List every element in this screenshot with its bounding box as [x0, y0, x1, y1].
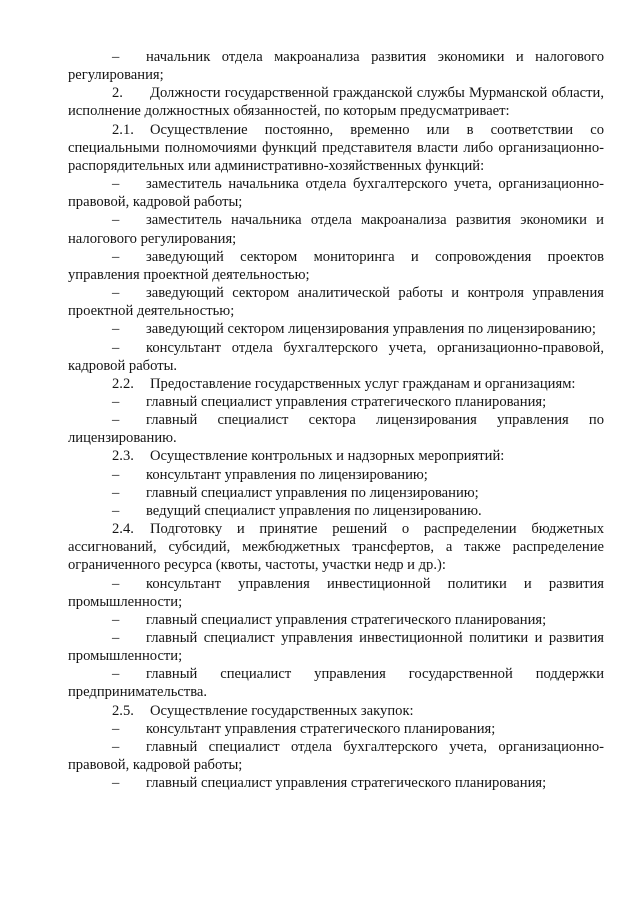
list-item-text: заведующий сектором лицензирования управления по лицензированию;	[146, 321, 596, 338]
numbered-paragraph	[68, 447, 604, 465]
list-item	[68, 502, 604, 520]
dash-marker: –	[112, 630, 120, 646]
dash-marker: –	[112, 502, 120, 519]
list-item-text: главный специалист управления инвестиционной политики и развития промышленности;	[68, 630, 604, 665]
list-item-text: заместитель начальника отдела макроанализа развития экономики и налогового регулирования;	[68, 212, 604, 247]
list-item-text: заведующий сектором мониторинга и сопровождения проектов управления проектной деятельностью;	[68, 248, 604, 283]
numbered-paragraph	[68, 520, 604, 574]
list-item	[68, 211, 604, 247]
numbered-paragraph	[68, 702, 604, 720]
dash-marker: –	[112, 738, 120, 755]
list-item-text: заместитель начальника отдела бухгалтерского учета, организационно-правовой, кадровой работы;	[68, 176, 604, 211]
list-item	[68, 48, 604, 84]
list-item	[68, 665, 604, 701]
numbered-paragraph	[68, 375, 604, 393]
list-item-text: ведущий специалист управления по лицензированию.	[146, 502, 482, 519]
dash-marker: –	[112, 393, 120, 410]
dash-marker: –	[112, 720, 120, 737]
dash-marker: –	[112, 484, 120, 501]
list-item-text: консультант управления по лицензированию;	[146, 466, 428, 483]
dash-marker: –	[112, 611, 120, 628]
dash-marker: –	[112, 176, 120, 193]
numbered-paragraph	[68, 84, 604, 120]
list-item	[68, 575, 604, 611]
list-item-text: главный специалист отдела бухгалтерского учета, организационно-правовой, кадровой работы;	[68, 738, 604, 774]
list-item-text: главный специалист управления стратегического планирования;	[146, 775, 547, 792]
list-item-text: главный специалист сектора лицензирования управления по лицензированию.	[68, 412, 604, 447]
list-item	[68, 738, 604, 774]
dash-marker: –	[112, 285, 120, 302]
numbered-paragraph	[68, 121, 604, 175]
list-item-text: главный специалист управления по лицензированию;	[146, 484, 479, 501]
dash-marker: –	[112, 248, 120, 265]
list-item	[68, 339, 604, 375]
list-item-text: заведующий сектором аналитической работы и контроля управления проектной деятельностью;	[68, 285, 604, 320]
paragraph-number: 2.5.	[112, 702, 134, 719]
list-item-text: главный специалист управления стратегического планирования;	[146, 393, 547, 410]
paragraph-number: 2.4.	[112, 521, 134, 538]
dash-marker: –	[112, 212, 120, 229]
dash-marker: –	[112, 575, 120, 592]
list-item	[68, 611, 604, 629]
dash-marker: –	[112, 339, 120, 356]
document-page	[68, 48, 604, 792]
list-item	[68, 175, 604, 211]
paragraph-text: Осуществление постоянно, временно или в соответствии со специальными полномочиями функций представителя власти либо организационно-распорядительных или административно-хозяйственных функций:	[68, 121, 604, 174]
dash-marker: –	[112, 321, 120, 338]
list-item-text: консультант управления стратегического планирования;	[146, 720, 496, 737]
dash-marker: –	[112, 412, 120, 429]
list-item-text: консультант управления инвестиционной политики и развития промышленности;	[68, 575, 604, 610]
paragraph-number: 2.2.	[112, 375, 134, 392]
list-item-text: начальник отдела макроанализа развития экономики и налогового регулирования;	[68, 49, 604, 84]
paragraph-text: Осуществление государственных закупок:	[150, 702, 414, 719]
dash-marker: –	[112, 666, 120, 683]
paragraph-number: 2.	[112, 85, 123, 102]
list-item-text: главный специалист управления стратегического планирования;	[146, 611, 547, 628]
paragraph-text: Осуществление контрольных и надзорных мероприятий:	[150, 448, 505, 465]
dash-marker: –	[112, 49, 120, 65]
list-item-text: главный специалист управления государственной поддержки предпринимательства.	[68, 666, 604, 701]
list-item-text: консультант отдела бухгалтерского учета, организационно-правовой, кадровой работы.	[68, 339, 604, 374]
list-item	[68, 466, 604, 484]
dash-marker: –	[112, 775, 120, 792]
list-item	[68, 393, 604, 411]
list-item	[68, 248, 604, 284]
list-item	[68, 284, 604, 320]
list-item	[68, 774, 604, 792]
paragraph-text: Должности государственной гражданской службы Мурманской области, исполнение должностных обязанностей, по которым предусматривает:	[68, 85, 604, 120]
paragraph-number: 2.3.	[112, 448, 134, 465]
list-item	[68, 411, 604, 447]
dash-marker: –	[112, 466, 120, 483]
paragraph-text: Предоставление государственных услуг гражданам и организациям:	[150, 375, 576, 392]
paragraph-number: 2.1.	[112, 121, 134, 138]
list-item	[68, 320, 604, 338]
list-item	[68, 484, 604, 502]
paragraph-text: Подготовку и принятие решений о распределении бюджетных ассигнований, субсидий, межбюджетных трансфертов, а также распределение ограниченного ресурса (квоты, частоты, участки недр и др.):	[68, 521, 604, 574]
list-item	[68, 720, 604, 738]
list-item	[68, 629, 604, 665]
